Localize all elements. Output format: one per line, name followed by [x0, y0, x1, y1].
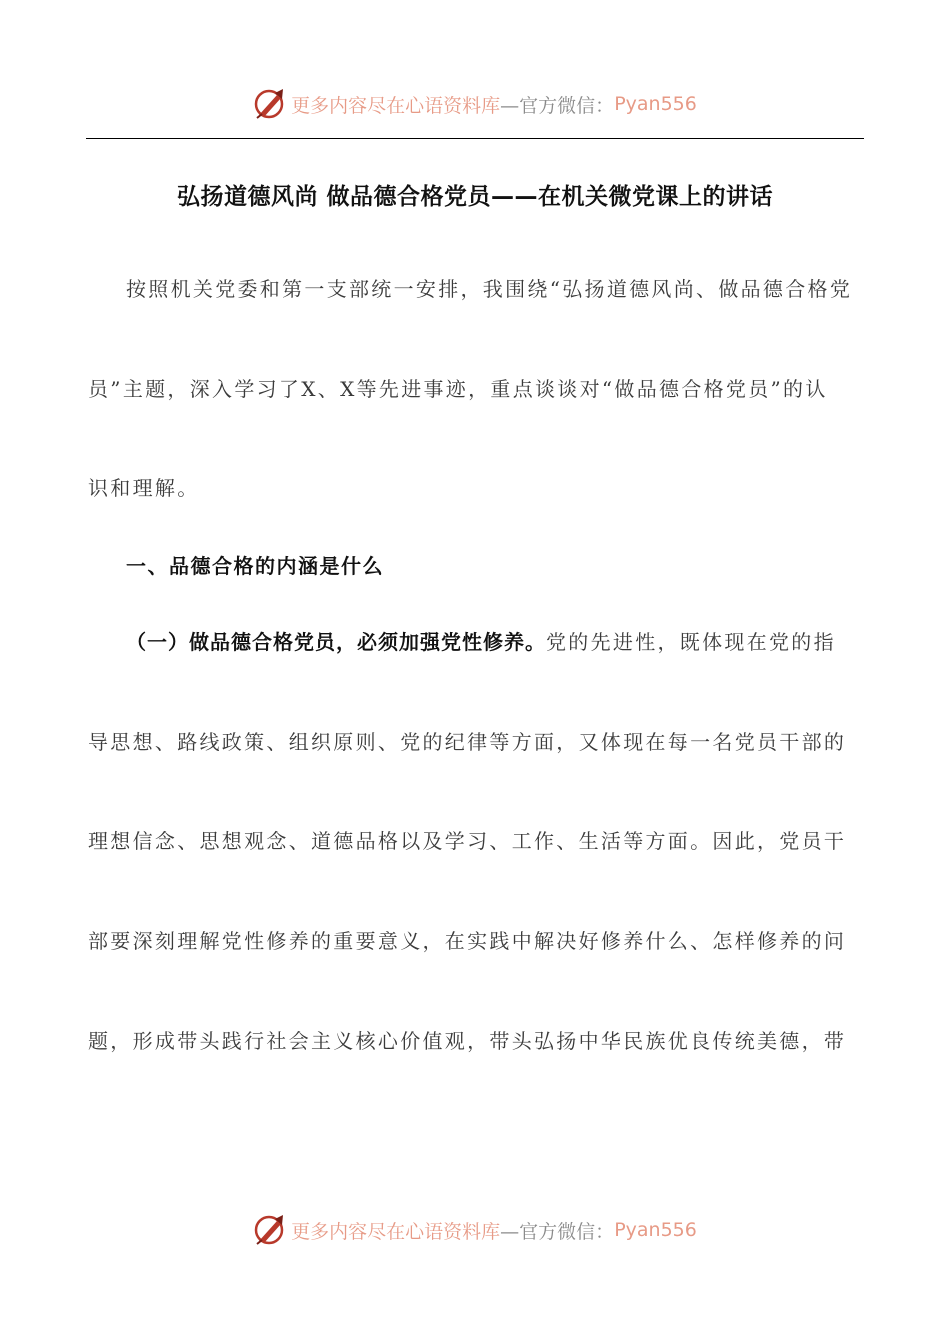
intro-line-3: 识和理解。 — [88, 476, 200, 500]
sub-section-line-2: 导思想、路线政策、组织原则、党的纪律等方面，又体现在每一名党员干部的 — [88, 730, 847, 754]
wechat-handle: Pyan556 — [614, 1219, 697, 1241]
sub-section-line-1-rest: 党的先进性，既体现在党的指 — [546, 630, 836, 654]
intro-line-2: 员”主题，深入学习了X、X等先进事迹，重点谈谈对“做品德合格党员”的认 — [88, 377, 828, 401]
banner-text: 更多内容尽在心语资料库 — [291, 1220, 501, 1243]
pen-logo-icon — [253, 1213, 287, 1247]
header-divider — [86, 138, 864, 139]
section-heading-1: 一、品德合格的内涵是什么 — [126, 554, 384, 578]
document-title: 弘扬道德风尚 做品德合格党员——在机关微党课上的讲话 — [176, 184, 773, 210]
header-banner — [0, 84, 950, 124]
intro-line-1: 按照机关党委和第一支部统一安排，我围绕“弘扬道德风尚、做品德合格党 — [126, 277, 853, 301]
sub-section-line-1 — [126, 626, 836, 655]
sub-section-line-3: 理想信念、思想观念、道德品格以及学习、工作、生活等方面。因此，党员干 — [88, 829, 847, 853]
sub-section-line-4: 部要深刻理解党性修养的重要意义，在实践中解决好修养什么、怎样修养的问 — [88, 929, 847, 953]
banner-sub-text: —官方微信： — [500, 94, 615, 117]
pen-logo-icon — [253, 87, 287, 121]
sub-section-line-5: 题，形成带头践行社会主义核心价值观，带头弘扬中华民族优良传统美德，带 — [88, 1029, 847, 1053]
banner-text: 更多内容尽在心语资料库 — [291, 94, 501, 117]
wechat-handle: Pyan556 — [614, 93, 697, 115]
footer-banner — [0, 1210, 950, 1250]
sub-section-lead: （一）做品德合格党员，必须加强党性修养。 — [126, 630, 546, 654]
banner-sub-text: —官方微信： — [500, 1220, 615, 1243]
